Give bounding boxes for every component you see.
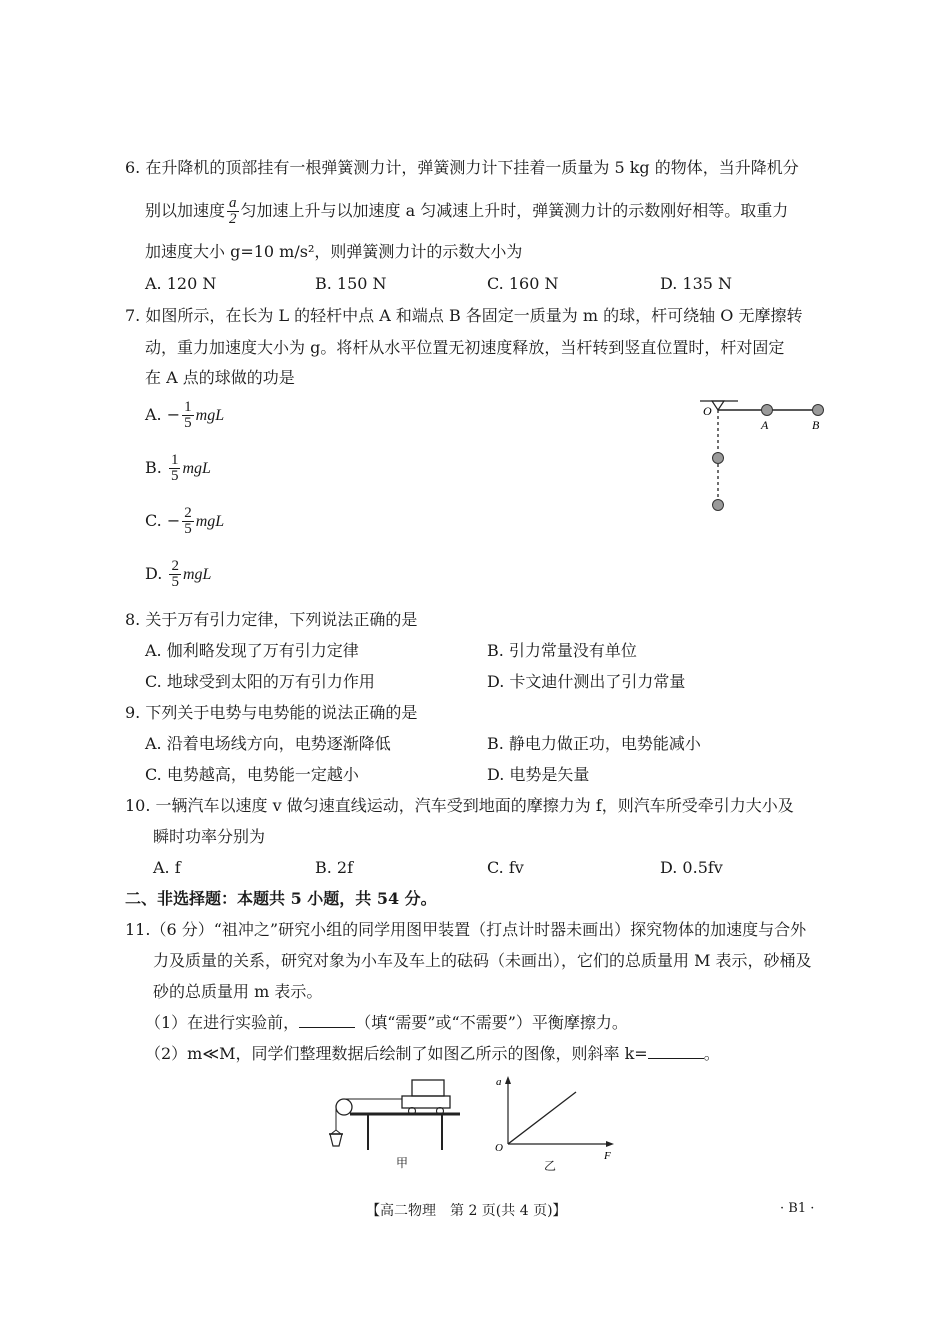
- q10-line2: 瞬时功率分别为: [153, 827, 266, 846]
- q10-option-c: C. fv: [487, 858, 524, 877]
- pulley: [336, 1099, 352, 1115]
- q7-line2: 动，重力加速度大小为 g。将杆从水平位置无初速度释放，当杆转到竖直位置时，杆对固定: [145, 338, 785, 357]
- label-b: B: [812, 418, 820, 432]
- q7-line3: 在 A 点的球做的功是: [145, 368, 295, 387]
- ball-a-horizontal: [762, 405, 773, 416]
- section-2-heading: 二、非选择题：本题共 5 小题，共 54 分。: [125, 889, 437, 908]
- q8-option-c: C. 地球受到太阳的万有引力作用: [145, 672, 375, 691]
- q11-line1: 11.（6 分）“祖冲之”研究小组的同学用图甲装置（打点计时器未画出）探究物体的加速度与合外: [125, 920, 807, 939]
- ball-a-vertical: [713, 453, 724, 464]
- ball-b-horizontal: [813, 405, 824, 416]
- apparatus-figure: [320, 1070, 470, 1170]
- figure-yi-label: 乙: [544, 1159, 557, 1173]
- q9-option-c: C. 电势越高，电势能一定越小: [145, 765, 359, 784]
- q7-option-a: A. − $\frac{1}{5}$ mgL: [145, 399, 225, 431]
- q9-option-b: B. 静电力做正功，电势能减小: [487, 734, 701, 753]
- q9-option-d: D. 电势是矢量: [487, 765, 590, 784]
- q6-option-a: A. 120 N: [145, 274, 217, 293]
- answer-blank-1[interactable]: [299, 1013, 355, 1028]
- footer-code: · B1 ·: [780, 1201, 815, 1216]
- pivot-triangle: [712, 401, 724, 410]
- graph-line: [508, 1092, 576, 1144]
- q10-option-d: D. 0.5fv: [660, 858, 723, 877]
- q7-rod-figure: [690, 395, 830, 520]
- q10-option-b: B. 2f: [315, 858, 354, 877]
- q8-stem: 8. 关于万有引力定律，下列说法正确的是: [125, 610, 418, 629]
- graph-figure: [490, 1070, 620, 1165]
- ball-b-vertical: [713, 500, 724, 511]
- q7-line1: 7. 如图所示，在长为 L 的轻杆中点 A 和端点 B 各固定一质量为 m 的球，杆可绕轴 O 无摩擦转: [125, 306, 803, 325]
- q8-option-a: A. 伽利略发现了万有引力定律: [145, 641, 359, 660]
- q11-line3: 砂的总质量用 m 表示。: [153, 982, 323, 1001]
- q6-line2-post: 匀加速上升与以加速度 a 匀减速上升时，弹簧测力计的示数刚好相等。取重力: [240, 201, 789, 220]
- q9-stem: 9. 下列关于电势与电势能的说法正确的是: [125, 703, 418, 722]
- q6-line3: 加速度大小 g=10 m/s²，则弹簧测力计的示数大小为: [145, 242, 523, 261]
- q11-sub2: （2）m≪M，同学们整理数据后绘制了如图乙所示的图像，则斜率 k= 。: [145, 1044, 720, 1063]
- q7-option-c: C. − $\frac{2}{5}$ mgL: [145, 505, 225, 537]
- q6-option-d: D. 135 N: [660, 274, 733, 293]
- q11-line2: 力及质量的关系，研究对象为小车及车上的砝码（未画出），它们的总质量用 M 表示，砂桶及: [153, 951, 812, 970]
- origin-label: O: [495, 1142, 503, 1154]
- page-footer: 【高二物理 第 2 页(共 4 页)】: [366, 1203, 567, 1219]
- q6-option-b: B. 150 N: [315, 274, 387, 293]
- q10-option-a: A. f: [153, 858, 181, 877]
- weight-block: [412, 1080, 444, 1096]
- q8-option-d: D. 卡文迪什测出了引力常量: [487, 672, 686, 691]
- answer-blank-2[interactable]: [648, 1044, 704, 1059]
- sand-bucket: [330, 1134, 342, 1146]
- q6-line2: [145, 196, 788, 227]
- label-a: A: [761, 418, 769, 432]
- q10-line1: 10. 一辆汽车以速度 v 做匀速直线运动，汽车受到地面的摩擦力为 f，则汽车所受牵引力大小及: [125, 796, 794, 815]
- q8-option-b: B. 引力常量没有单位: [487, 641, 637, 660]
- q9-option-a: A. 沿着电场线方向，电势逐渐降低: [145, 734, 391, 753]
- q7-option-d: D. $\frac{2}{5}$ mgL: [145, 558, 212, 590]
- q6-option-c: C. 160 N: [487, 274, 559, 293]
- q7-option-b: B. $\frac{1}{5}$ mgL: [145, 452, 211, 484]
- q6-fraction: $\frac{a}{2}$: [229, 195, 237, 227]
- label-o: O: [703, 404, 712, 418]
- q11-sub1: （1）在进行实验前， （填“需要”或“不需要”）平衡摩擦力。: [145, 1013, 628, 1032]
- figure-jia-label: 甲: [396, 1156, 409, 1170]
- q6-line1: 6. 在升降机的顶部挂有一根弹簧测力计，弹簧测力计下挂着一质量为 5 kg 的物体，当升降机分: [125, 158, 799, 177]
- cart-body: [402, 1096, 450, 1108]
- axis-f-label: F: [604, 1150, 611, 1162]
- q6-line2-pre: 别以加速度: [145, 201, 226, 220]
- axis-a-label: a: [496, 1076, 502, 1088]
